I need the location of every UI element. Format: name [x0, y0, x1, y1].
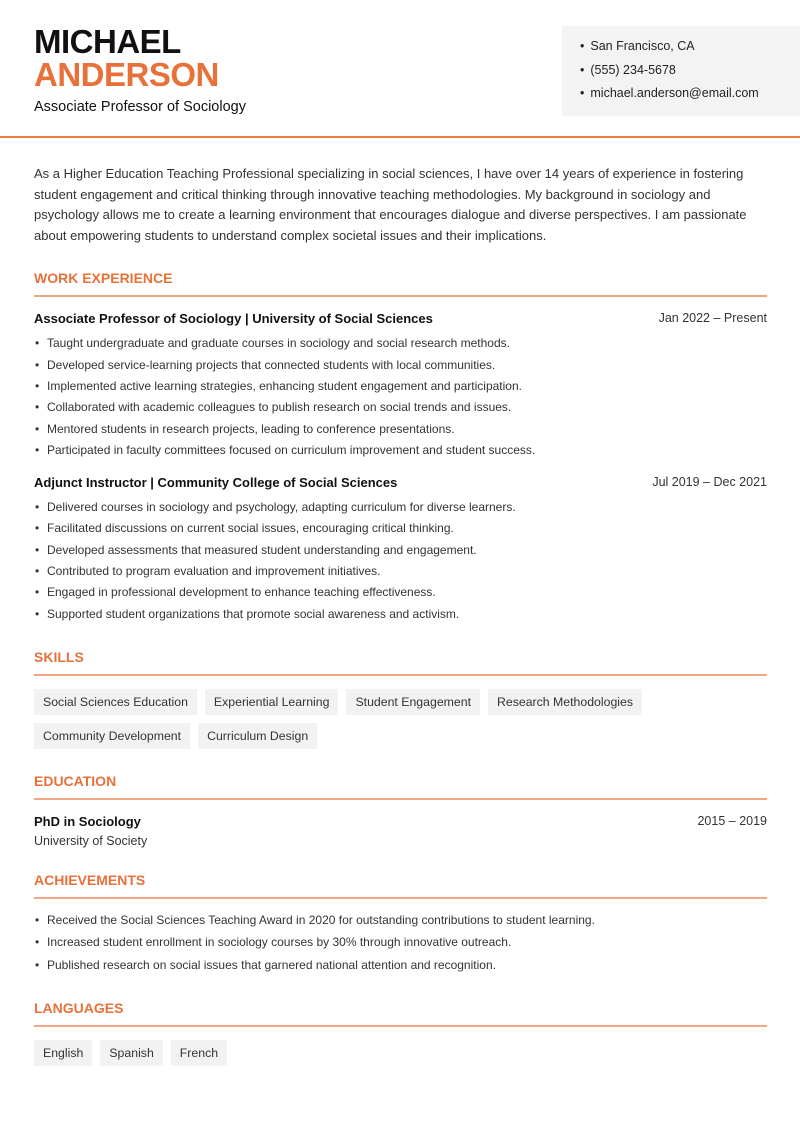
section-title-skills: SKILLS [34, 649, 767, 676]
achievement-item: • Published research on social issues that garnered national attention and recognition. [34, 954, 767, 977]
job-date: Jul 2019 – Dec 2021 [652, 475, 767, 490]
job-bullet: • Taught undergraduate and graduate courses in sociology and social research methods. [34, 333, 767, 354]
achievements-list [34, 909, 767, 977]
job-bullet: • Facilitated discussions on current social issues, encouraging critical thinking. [34, 518, 767, 539]
education-entry [34, 814, 767, 829]
contact-phone: • (555) 234-5678 [580, 62, 800, 86]
work-experience [34, 311, 767, 625]
skill-tag: Student Engagement [346, 689, 480, 715]
skill-tag: Experiential Learning [205, 689, 339, 715]
section-title-education: EDUCATION [34, 773, 767, 800]
job-bullet: • Contributed to program evaluation and improvement initiatives. [34, 561, 767, 582]
job-bullets [34, 497, 767, 625]
job-bullet: • Developed assessments that measured student understanding and engagement. [34, 540, 767, 561]
language-tag: Spanish [100, 1040, 162, 1066]
section-title-achievements: ACHIEVEMENTS [34, 872, 767, 899]
resume-header [0, 0, 800, 138]
job-bullet: • Mentored students in research projects, leading to conference presentations. [34, 419, 767, 440]
language-tag: French [171, 1040, 227, 1066]
languages-list [34, 1040, 767, 1066]
degree: PhD in Sociology [34, 813, 141, 829]
language-tag: English [34, 1040, 92, 1066]
job-bullet: • Engaged in professional development to enhance teaching effectiveness. [34, 582, 767, 603]
job-header [34, 311, 767, 326]
school: University of Society [34, 833, 148, 848]
job-position: Adjunct Instructor | Community College of Social Sciences [34, 475, 398, 491]
section-title-work: WORK EXPERIENCE [34, 270, 767, 297]
summary: As a Higher Education Teaching Professional specializing in social sciences, I have over 14 years of experience in fostering student engagement and critical thinking through innovative teaching methodologies. My background in sociology and psychology allows me to create a learning environment that encourages dialogue and diverse perspectives. I am passionate about empowering students to understand complex societal issues and their implications. [34, 166, 747, 243]
last-name: ANDERSON [34, 56, 219, 93]
skill-tag: Social Sciences Education [34, 689, 197, 715]
job-bullet: • Collaborated with academic colleagues to publish research on social trends and issues. [34, 397, 767, 418]
job-bullet: • Implemented active learning strategies, enhancing student engagement and participation. [34, 376, 767, 397]
contact-box [562, 26, 800, 116]
achievement-item: • Increased student enrollment in sociology courses by 30% through innovative outreach. [34, 931, 767, 954]
job-bullet: • Supported student organizations that promote social awareness and activism. [34, 604, 767, 625]
education-date: 2015 – 2019 [697, 813, 767, 828]
achievement-item: • Received the Social Sciences Teaching Award in 2020 for outstanding contributions to student learning. [34, 909, 767, 932]
skills-list [34, 689, 767, 749]
job-bullet: • Delivered courses in sociology and psychology, adapting curriculum for diverse learners. [34, 497, 767, 518]
contact-email: • michael.anderson@email.com [580, 85, 800, 109]
job-position: Associate Professor of Sociology | University of Social Sciences [34, 311, 433, 327]
job-title: Associate Professor of Sociology [34, 99, 246, 115]
resume-body [0, 138, 800, 1066]
job-date: Jan 2022 – Present [658, 311, 767, 326]
job-bullet: • Participated in faculty committees focused on curriculum improvement and student success. [34, 440, 767, 461]
skill-tag: Curriculum Design [198, 723, 317, 749]
contact-location: • San Francisco, CA [580, 38, 800, 62]
section-title-languages: LANGUAGES [34, 1000, 767, 1027]
first-name: MICHAEL [34, 23, 181, 60]
job-header [34, 475, 767, 490]
skill-tag: Research Methodologies [488, 689, 642, 715]
skill-tag: Community Development [34, 723, 190, 749]
job-bullets [34, 333, 767, 461]
job-bullet: • Developed service-learning projects that connected students with local communities. [34, 355, 767, 376]
